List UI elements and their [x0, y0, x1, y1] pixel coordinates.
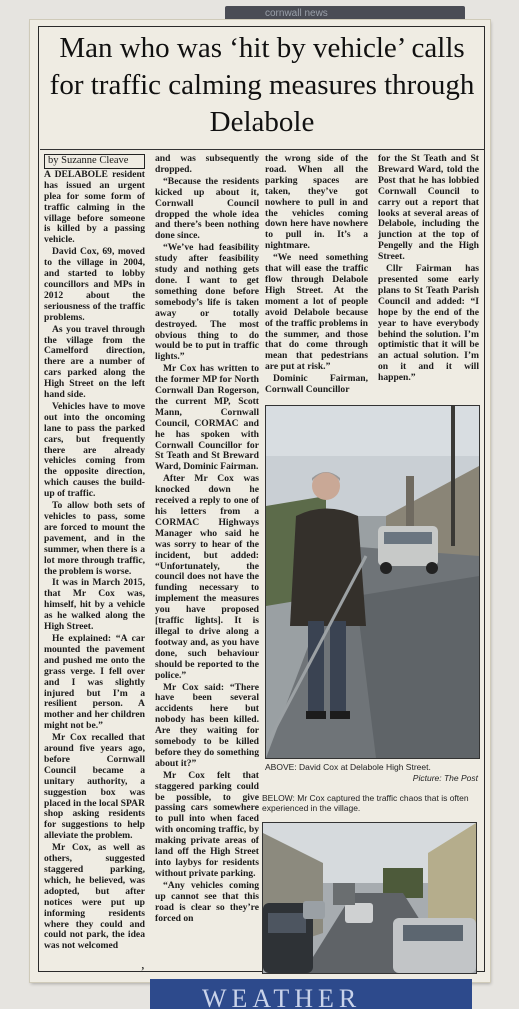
paragraph: To allow both sets of vehicles to pass, some are forced to mount the pavement, and in the summer, when there is a lot more through traffic, the problem is worse.: [44, 500, 145, 577]
paragraph: Mr Cox, as well as others, suggested staggered parking, which, he believed, was adopted, but after notices were put up informing residents where they could and could not park, the idea was not welcomed: [44, 842, 145, 952]
paragraph: Mr Cox said: “There have been several accidents here but nobody has been killed. Are they waiting for somebody to be killed before they do something about it?”: [155, 681, 259, 769]
paragraph: Dominic Fairman, Cornwall Councillor: [265, 373, 368, 396]
photo-caption-below: BELOW: Mr Cox captured the traffic chaos that is often experienced in the village.: [262, 793, 469, 813]
paragraph: and was subsequently dropped.: [155, 153, 259, 175]
paragraph: the wrong side of the road. When all the parking spaces are taken, they’ve got nowhere to pull in and the vehicles coming down here have nowhere to pull in. It’s a nightmare.: [265, 153, 368, 252]
paragraph: David Cox, 69, moved to the village in 2004, and started to lobby councillors and MPs in 2012 about the seriousness of the traffic problems.: [44, 246, 145, 323]
paragraph: He explained: “A car mounted the pavement and pushed me onto the grass verge. I fell over and I was slightly injured but I’m a resilient person. A mother and her children might not be.”: [44, 632, 145, 732]
photo-credit: Picture: The Post: [412, 773, 478, 783]
paragraph: A DELABOLE resident has issued an urgent plea for some form of traffic calming in the village before someone is killed by a passing vehicle.: [44, 168, 145, 246]
paragraph: “Because the residents kicked up about it, Cornwall Council dropped the whole idea and there’s been nothing done since.: [155, 175, 259, 242]
paragraph: Cllr Fairman has presented some early plans to St Teath Parish Council and added: “I hope by the end of the year to have everybody behind the solution. I’m optimistic that it will be an actual solution. I’m on it and it will happen.”: [378, 263, 479, 384]
headline-rule: [40, 149, 484, 150]
article-column-2: [155, 154, 259, 925]
paragraph: “Any vehicles coming up cannot see that this road is clear so they’re forced on: [155, 879, 259, 924]
adjacent-clipping-fragment: ’: [140, 965, 145, 980]
photo-traffic-chaos: [262, 822, 477, 974]
paragraph: Vehicles have to move out into the oncoming lane to pass the parked cars, but frequently there are already vehicles coming from the opposite direction, which causes the build-up of traffic.: [44, 400, 145, 500]
paragraph: It was in March 2015, that Mr Cox was, himself, hit by a vehicle as he walked along the High Street.: [44, 577, 145, 633]
paragraph: for the St Teath and St Breward Ward, told the Post that he has lobbied Cornwall Council to carry out a report that looks at several areas of Delabole, including the junction at the top of Pengelly and the High Street.: [378, 153, 479, 263]
byline: by Suzanne Cleave: [44, 154, 145, 169]
paragraph: Mr Cox recalled that around five years ago, before Cornwall Council became a unitary authority, a suggestion box was placed in the local SPAR shop asking residents for suggestions to help alleviate the problem.: [44, 732, 145, 842]
paragraph: “We’ve had feasibility study after feasibility study and nothing gets done. I want to get something done before somebody’s life is taken away or totally destroyed. The most obvious thing to do would be to put in traffic lights.”: [155, 242, 259, 363]
paragraph: Mr Cox has written to the former MP for North Cornwall Dan Rogerson, the current MP, Scott Mann, Cornwall Council, CORMAC and he has spoken with Cornwall Councillor for St Teath and St Breward Ward, Dominic Fairman.: [155, 363, 259, 473]
paragraph: “We need something that will ease the traffic flow through Delabole High Street. At the moment a lot of people avoid Delabole because of the traffic problems in the summer, and those that do come through mean that pedestrians are put at risk.”: [265, 252, 368, 373]
headline: Man who was ‘hit by vehicle’ calls for traffic calming measures through Delabole: [49, 32, 475, 138]
paragraph: Mr Cox felt that staggered parking could be possible, to give passing cars somewhere to pull into when faced with oncoming traffic, by making private areas of land off the High Street into laybys for residents without private parking.: [155, 769, 259, 879]
article-column-1: [44, 154, 145, 953]
article-column-4: [378, 154, 479, 385]
weather-banner: [150, 979, 472, 1009]
photo-caption-above: ABOVE: David Cox at Delabole High Street.: [265, 762, 431, 772]
article-column-3: [265, 154, 368, 397]
weather-banner-text: WEATHER: [202, 984, 362, 1009]
paragraph: After Mr Cox was knocked down he received a reply to one of his letters from a CORMAC Highways Manager who said he was sorry to hear of the incident, but added: “Unfortunately, the council does not have the funding necessary to implement the measures you have proposed [traffic lights]. It is illegal to drive along a footway and, as you have done, such behaviour should be reported to the police.”: [155, 473, 259, 681]
paragraph: As you travel through the village from the Camelford direction, there are a number of cars parked along the High Street on the left hand side.: [44, 323, 145, 401]
clipped-header-strip: cornwall news: [225, 6, 465, 22]
photo-david-cox: [265, 405, 480, 759]
